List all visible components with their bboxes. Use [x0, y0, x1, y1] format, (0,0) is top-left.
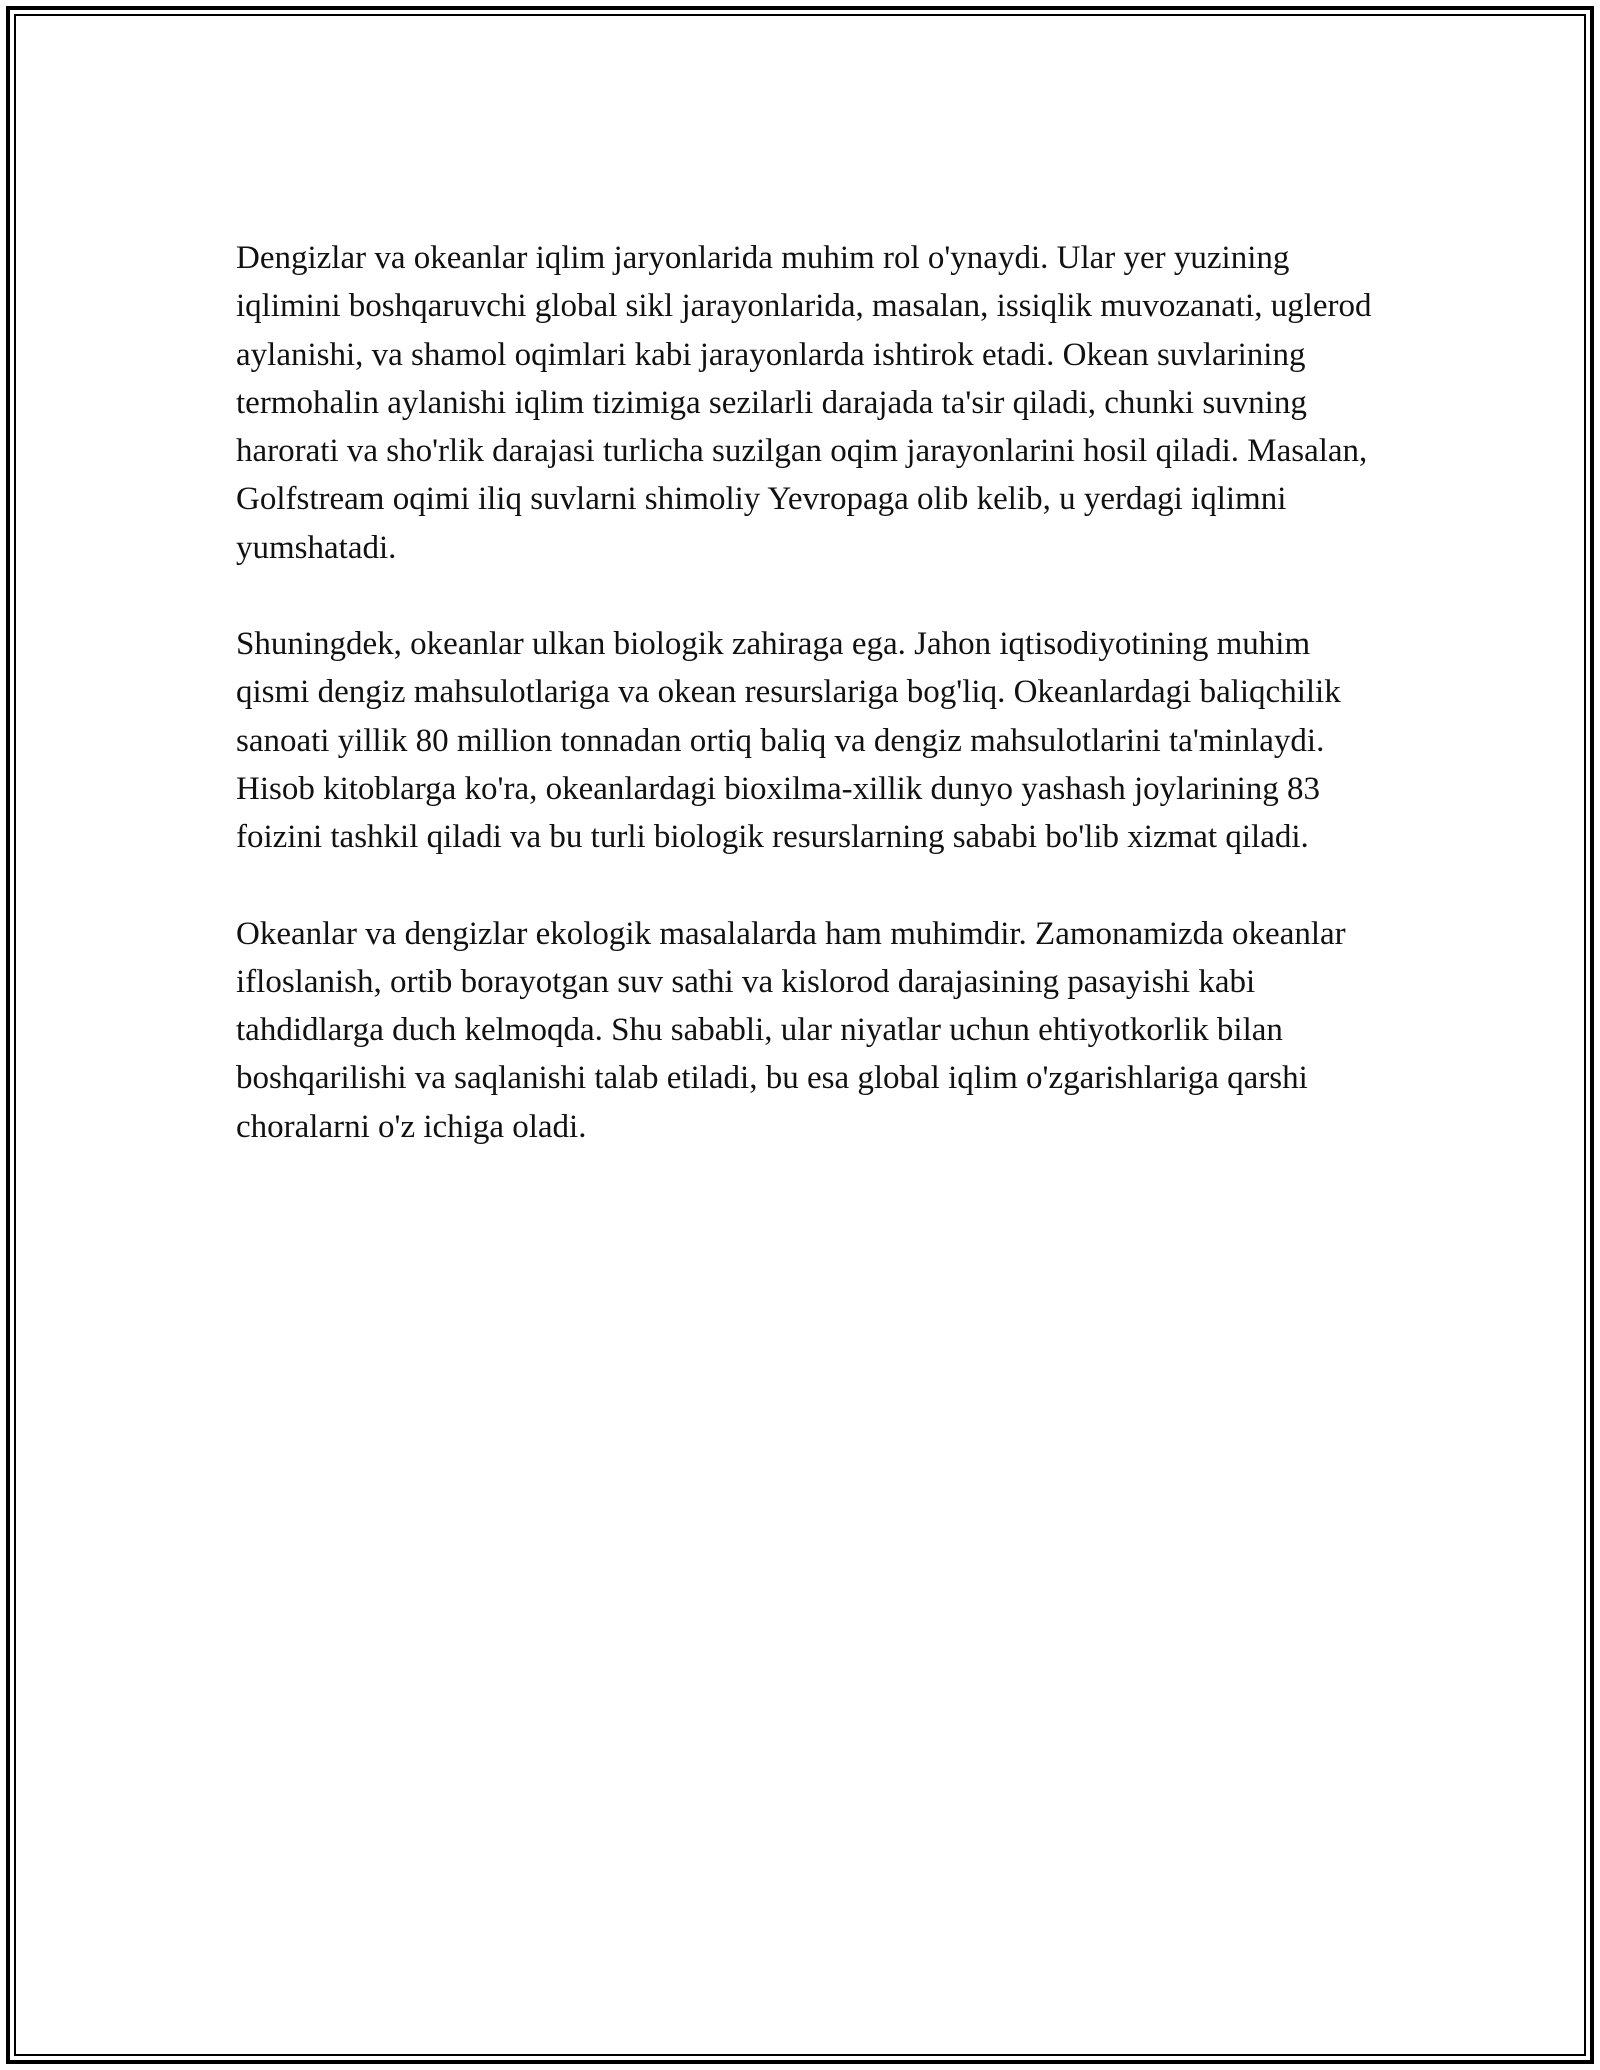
- document-body: [236, 234, 1386, 1199]
- paragraph-3: Okeanlar va dengizlar ekologik masalalarda ham muhimdir. Zamonamizda okeanlar ifloslanish, ortib borayotgan suv sathi va kislorod darajasining pasayishi kabi tahdidlarga duch kelmoqda. Shu sababli, ular niyatlar uchun ehtiyotkorlik bilan boshqarilishi va saqlanishi talab etiladi, bu esa global iqlim o'zgarishlariga qarshi choralarni o'z ichiga oladi.: [236, 915, 1346, 1145]
- paragraph-1: Dengizlar va okeanlar iqlim jaryonlarida muhim rol o'ynaydi. Ular yer yuzining iqlimini boshqaruvchi global sikl jarayonlarida, masalan, issiqlik muvozanati, uglerod aylanishi, va shamol oqimlari kabi jarayonlarda ishtirok etadi. Okean suvlarining termohalin aylanishi iqlim tizimiga sezilarli darajada ta'sir qiladi, chunki suvning harorati va sho'rlik darajasi turlicha suzilgan oqim jarayonlarini hosil qiladi. Masalan, Golfstream oqimi iliq suvlarni shimoliy Yevropaga olib kelib, u yerdagi iqlimni yumshatadi.: [236, 240, 1372, 566]
- paragraph-2: Shuningdek, okeanlar ulkan biologik zahiraga ega. Jahon iqtisodiyotining muhim qismi dengiz mahsulotlariga va okean resurslariga bog'liq. Okeanlardagi baliqchilik sanoati yillik 80 million tonnadan ortiq baliq va dengiz mahsulotlarini ta'minlaydi. Hisob kitoblarga ko'ra, okeanlardagi bioxilma-xillik dunyo yashash joylarining 83 foizini tashkil qiladi va bu turli biologik resurslarning sababi bo'lib xizmat qiladi.: [236, 626, 1341, 856]
